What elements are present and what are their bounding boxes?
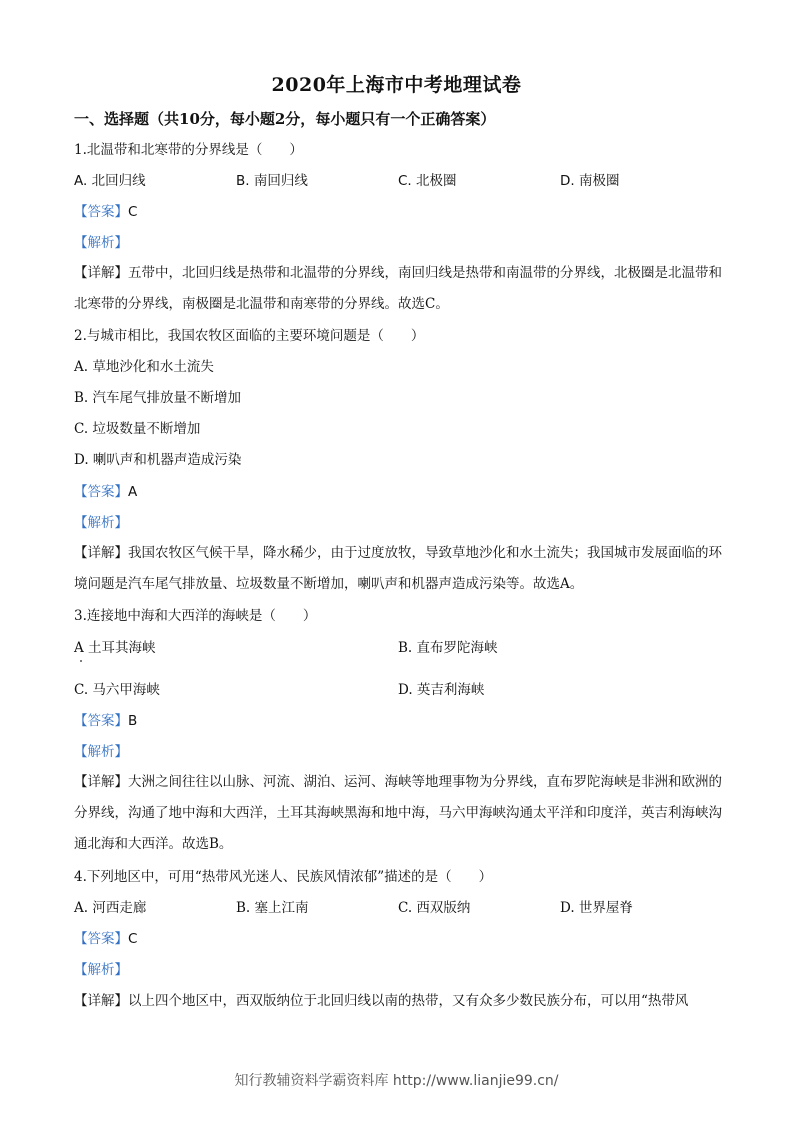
footer-watermark: 知行教辅资料学霸资料库 http://www.lianjie99.cn/ [234, 1073, 559, 1089]
answer-label: 【答案】 [74, 484, 128, 500]
stray-dot [80, 660, 82, 662]
q1-option-c: C. 北极圈 [398, 173, 457, 189]
q1-detail-text: 五带中，北回归线是热带和北温带的分界线，南回归线是热带和南温带的分界线，北极圈是北温带和北寒带的分界线，南极圈是北温带和南寒带的分界线。故选C。 [74, 265, 722, 312]
q3-analysis-line [74, 742, 128, 762]
page-title: 2020年上海市中考地理试卷 [271, 74, 522, 96]
q3-detail-text: 大洲之间往往以山脉、河流、湖泊、运河、海峡等地理事物为分界线，直布罗陀海峡是非洲和欧洲的分界线，沟通了地中海和大西洋，土耳其海峡黑海和地中海，马六甲海峡沟通太平洋和印度洋，英吉利海峡沟通北海和大西洋。故选B。 [74, 774, 722, 852]
q2-answer-line [74, 482, 137, 502]
q1-option-b: B. 南回归线 [236, 173, 308, 189]
analysis-label: 【解析】 [74, 744, 128, 760]
q2-detail-text: 我国农牧区气候干旱，降水稀少，由于过度放牧，导致草地沙化和水土流失；我国城市发展面临的环境问题是汽车尾气排放量、垃圾数量不断增加，喇叭声和机器声造成污染等。故选A。 [74, 545, 722, 592]
q1-option-d: D. 南极圈 [560, 173, 620, 189]
question-2-stem: 2.与城市相比，我国农牧区面临的主要环境问题是（ ） [74, 328, 425, 344]
q1-answer-value: C [128, 204, 138, 220]
q4-answer-line [74, 929, 137, 949]
analysis-label: 【解析】 [74, 235, 128, 251]
q1-option-a: A. 北回归线 [74, 173, 146, 189]
q3-option-b: B. 直布罗陀海峡 [398, 640, 498, 656]
answer-label: 【答案】 [74, 931, 128, 947]
analysis-label: 【解析】 [74, 962, 128, 978]
detail-label: 【详解】 [74, 993, 128, 1009]
q4-analysis-line [74, 960, 128, 980]
q1-analysis-line [74, 233, 128, 253]
detail-label: 【详解】 [74, 774, 128, 790]
q4-detail-text: 以上四个地区中，西双版纳位于北回归线以南的热带，又有众多少数民族分布，可以用“热带风 [128, 993, 689, 1009]
q2-answer-value: A [128, 484, 138, 500]
detail-label: 【详解】 [74, 265, 128, 281]
q3-option-a: A 土耳其海峡 [74, 640, 156, 656]
q3-answer-value: B [128, 713, 138, 729]
q1-detail [74, 258, 722, 320]
q4-detail [74, 991, 688, 1011]
q2-option-a: A. 草地沙化和水土流失 [74, 359, 214, 375]
q2-detail [74, 538, 722, 600]
q2-option-c: C. 垃圾数量不断增加 [74, 421, 201, 437]
question-4-stem: 4.下列地区中，可用“热带风光迷人、民族风情浓郁”描述的是（ ） [74, 869, 493, 885]
q3-option-c: C. 马六甲海峡 [74, 682, 160, 698]
q2-option-d: D. 喇叭声和机器声造成污染 [74, 452, 242, 468]
q2-option-b: B. 汽车尾气排放量不断增加 [74, 390, 242, 406]
answer-label: 【答案】 [74, 204, 128, 220]
q4-option-b: B. 塞上江南 [236, 900, 309, 916]
q4-option-a: A. 河西走廊 [74, 900, 147, 916]
answer-label: 【答案】 [74, 713, 128, 729]
q4-answer-value: C [128, 931, 138, 947]
q1-answer-line [74, 202, 137, 222]
q4-option-d: D. 世界屋脊 [560, 900, 633, 916]
q3-detail [74, 767, 722, 860]
analysis-label: 【解析】 [74, 515, 128, 531]
q3-answer-line [74, 711, 137, 731]
question-1-stem: 1.北温带和北寒带的分界线是（ ） [74, 142, 303, 158]
q4-option-c: C. 西双版纳 [398, 900, 471, 916]
question-3-stem: 3.连接地中海和大西洋的海峡是（ ） [74, 608, 317, 624]
q2-analysis-line [74, 513, 128, 533]
q3-option-d: D. 英吉利海峡 [398, 682, 485, 698]
section-heading: 一、选择题（共10分，每小题2分，每小题只有一个正确答案） [74, 110, 496, 128]
detail-label: 【详解】 [74, 545, 128, 561]
